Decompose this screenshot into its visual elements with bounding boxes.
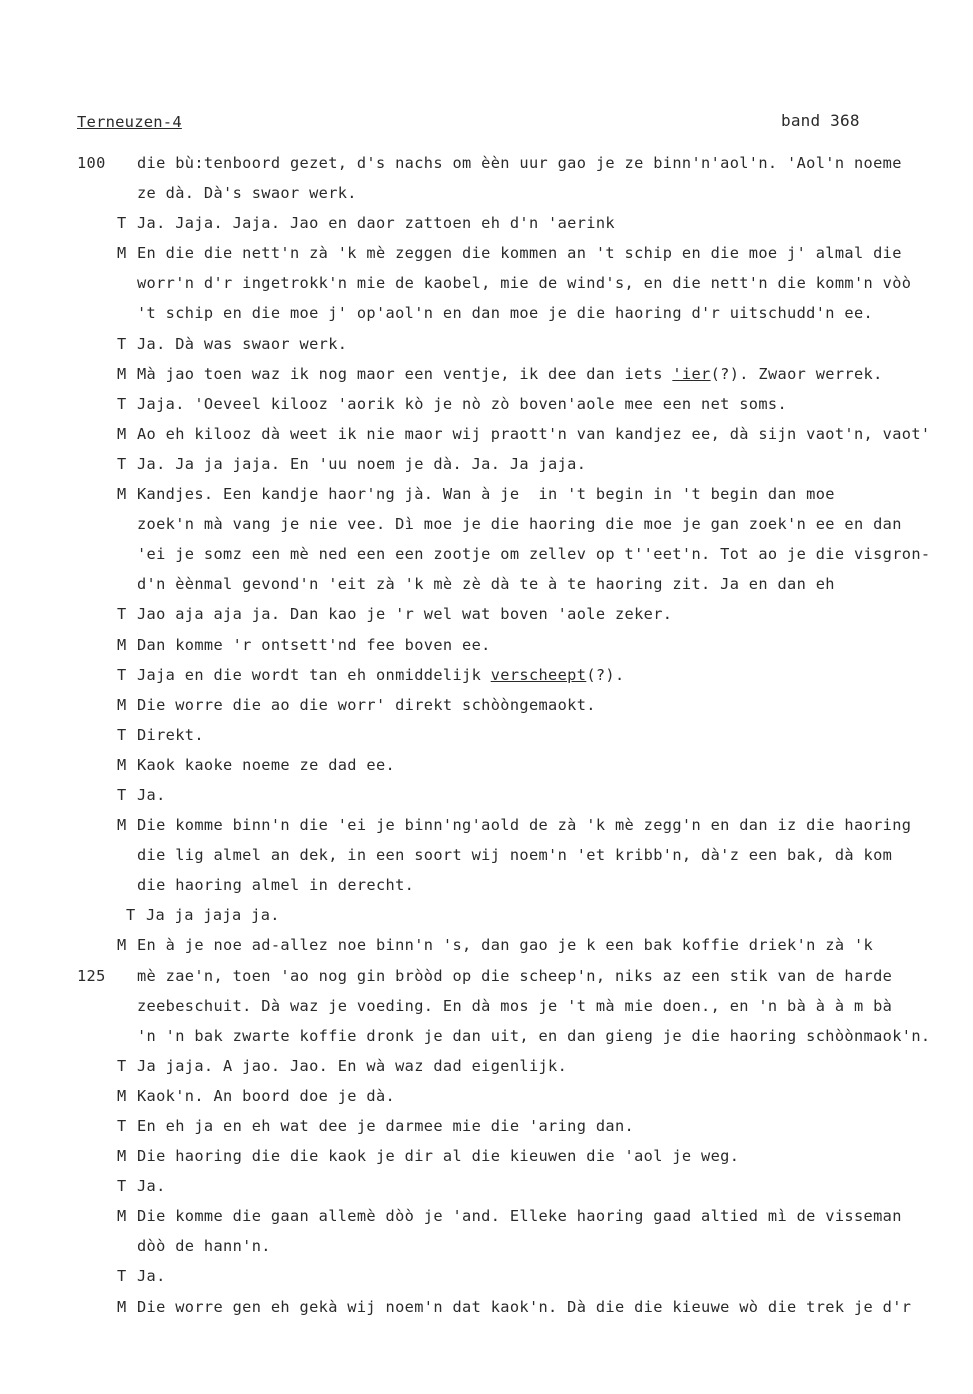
utterance-segment: d'n èènmal gevond'n 'eit zà 'k mè zè dà te à te haoring zit. Ja en dan eh [137,575,835,594]
utterance-text [137,723,204,747]
utterance-text [137,482,835,506]
utterance-segment: Dan komme 'r ontsett'nd fee boven ee. [137,635,491,654]
transcript-line [0,933,973,963]
utterance-segment: Die komme binn'n die 'ei je binn'ng'aold de zà 'k mè zegg'n en dan iz die haoring [137,816,912,835]
utterance-segment: Ja ja jaja ja. [146,906,280,925]
transcript-line [0,843,973,873]
speaker-label: T [117,1177,127,1196]
transcript-line [0,181,973,211]
utterance-segment: Direkt. [137,725,204,744]
transcript-line [0,1144,973,1174]
utterance-segment: Ja. Ja ja jaja. En 'uu noem je dà. Ja. Ja jaja. [137,454,587,473]
utterance-segment: 'ei je somz een mè ned een een zootje om zellev op t''eet'n. Tot ao je die visgron- [137,545,931,564]
speaker-label: M [117,244,127,263]
line-number: 125 [77,966,106,985]
transcript-line [0,1084,973,1114]
speaker-label: M [117,1207,127,1226]
utterance-segment: Ja. Dà was swaor werk. [137,334,348,353]
transcript-line [0,783,973,813]
utterance-segment: zeebeschuit. Dà waz je voeding. En dà mos je 't mà mie doen., en 'n bà à à m bà [137,996,893,1015]
speaker-label: M [117,936,127,955]
utterance-text [137,602,672,626]
utterance-text [137,1054,567,1078]
speaker-label: T [117,785,127,804]
utterance-text [137,633,491,657]
utterance-segment: En die die nett'n zà 'k mè zeggen die kommen an 't schip en die moe j' almal die [137,244,902,263]
utterance-text [137,933,873,957]
utterance-text [137,512,902,536]
speaker-label: T [126,906,136,925]
utterance-text [137,241,902,265]
utterance-segment: die haoring almel in derecht. [137,876,415,895]
speaker-label: M [117,695,127,714]
utterance-text [137,1295,911,1319]
utterance-text [137,1024,930,1048]
transcript-line [0,572,973,602]
utterance-text [137,1144,739,1168]
utterance-text [137,572,835,596]
utterance-segment: Kandjes. Een kandje haor'ng jà. Wan à je in 't begin in 't begin dan moe [137,485,835,504]
speaker-label: T [117,1117,127,1135]
tape-number: band 368 [781,111,860,130]
speaker-label: T [117,334,127,353]
speaker-label: M [117,755,127,774]
utterance-text [137,1264,166,1288]
transcript-line [0,964,973,994]
line-number: 100 [77,154,106,172]
utterance-text [137,362,883,386]
speaker-label: M [117,635,127,654]
utterance-text [137,1234,271,1258]
utterance-text [137,181,357,205]
transcript-line [0,1054,973,1084]
speaker-label: T [117,454,127,473]
utterance-segment: die lig almel an dek, in een soort wij noem'n 'et kribb'n, dà'z een bak, dà kom [137,846,893,865]
utterance-text [137,964,892,988]
utterance-segment: 'n 'n bak zwarte koffie dronk je dan uit, en dan gieng je die haoring schòònmaok'n. [137,1026,931,1045]
speaker-label: M [117,1297,127,1316]
utterance-text [137,1174,166,1198]
speaker-label: T [117,1267,127,1286]
speaker-label: M [117,424,127,443]
utterance-text [137,392,787,416]
transcript-line [0,873,973,903]
transcript-line [0,633,973,663]
utterance-segment: zoek'n mà vang je nie vee. Dì moe je die haoring die moe je gan zoek'n ee en dan [137,515,902,534]
utterance-text [137,271,911,295]
utterance-text [137,1084,395,1108]
transcript-line [0,542,973,572]
utterance-text [137,151,902,175]
transcript-line [0,422,973,452]
transcript-line [0,332,973,362]
transcript-line [0,1295,973,1325]
speaker-label: T [117,605,127,624]
transcript-line [0,693,973,723]
utterance-segment: Mà jao toen waz ik nog maor een ventje, ik dee dan iets [137,364,673,383]
utterance-text [137,873,414,897]
transcript-line [0,1264,973,1294]
utterance-text [137,422,930,446]
utterance-segment: Ja. Jaja. Jaja. Jao en daor zattoen eh d'n 'aerink [137,214,615,233]
utterance-text [137,994,892,1018]
speaker-label: T [117,1056,127,1075]
transcript-line [0,301,973,331]
location-header: Terneuzen-4 [77,113,182,131]
speaker-label: M [117,1086,127,1105]
transcript-line [0,482,973,512]
utterance-text [137,663,625,687]
utterance-segment: Kaok'n. An boord doe je dà. [137,1086,396,1105]
utterance-text [137,753,395,777]
utterance-segment: Die worre die ao die worr' direkt schòòngemaokt. [137,695,596,714]
utterance-text [137,452,586,476]
speaker-label: T [117,394,127,413]
utterance-segment: dòò de hann'n. [137,1237,271,1256]
transcript-line [0,271,973,301]
transcript-line [0,151,973,181]
transcript-line [0,1174,973,1204]
utterance-segment: En eh ja en eh wat dee je darmee mie die 'aring dan. [137,1117,635,1135]
transcript-line [0,1114,973,1144]
utterance-segment: Ja. [137,785,166,804]
utterance-text [137,693,596,717]
utterance-segment: Ja jaja. A jao. Jao. En wà waz dad eigenlijk. [137,1056,568,1075]
utterance-text [137,813,911,837]
utterance-segment: Die haoring die die kaok je dir al die kieuwen die 'aol je weg. [137,1147,740,1166]
transcript-line [0,1024,973,1054]
utterance-segment: worr'n d'r ingetrokk'n mie de kaobel, mie de wind's, en die nett'n die komm'n vòò [137,274,912,293]
utterance-segment: Jao aja aja ja. Dan kao je 'r wel wat boven 'aole zeker. [137,605,673,624]
speaker-label: T [117,665,127,684]
transcript-line [0,813,973,843]
speaker-label: T [117,725,127,744]
utterance-segment: Jaja. 'Oeveel kilooz 'aorik kò je nò zò boven'aole mee een net soms. [137,394,788,413]
uncertain-word: 'ier [672,364,711,383]
utterance-segment: Ja. [137,1267,166,1286]
transcript-line [0,452,973,482]
utterance-text [137,1114,634,1138]
utterance-text [137,1204,902,1228]
transcript-line [0,723,973,753]
transcript-line [0,1204,973,1234]
utterance-text [137,332,347,356]
transcript-line [0,753,973,783]
speaker-label: M [117,816,127,835]
utterance-text [137,211,615,235]
utterance-text [137,783,166,807]
transcript-line [0,392,973,422]
speaker-label: M [117,364,127,383]
speaker-label: M [117,1147,127,1166]
transcript-line [0,362,973,392]
uncertain-word: verscheept [490,665,587,684]
utterance-segment: Die worre gen eh gekà wij noem'n dat kaok'n. Dà die die kieuwe wò die trek je d'r [137,1297,912,1316]
speaker-label: T [117,214,127,233]
transcript-line [0,211,973,241]
utterance-text [137,301,873,325]
utterance-segment: Ao eh kilooz dà weet ik nie maor wij praott'n van kandjez ee, dà sijn vaot'n, vaot' [137,424,931,443]
utterance-segment: ze dà. Dà's swaor werk. [137,184,357,203]
utterance-text [146,903,280,927]
utterance-segment: 't schip en die moe j' op'aol'n en dan moe je die haoring d'r uitschudd'n ee. [137,304,874,323]
utterance-segment: Jaja en die wordt tan eh onmiddelijk [137,665,491,684]
transcript-line [0,602,973,632]
utterance-segment: (?). [586,665,625,684]
utterance-segment: Die komme die gaan allemè dòò je 'and. Elleke haoring gaad altied mì de visseman [137,1207,902,1226]
transcript-line [0,512,973,542]
transcript-line [0,994,973,1024]
utterance-text [137,843,892,867]
utterance-segment: Kaok kaoke noeme ze dad ee. [137,755,396,774]
transcript-line [0,1234,973,1264]
transcript-lines [0,151,973,1325]
utterance-text [137,542,930,566]
utterance-segment: (?). Zwaor werrek. [710,364,883,383]
utterance-segment: En à je noe ad-allez noe binn'n 's, dan gao je k een bak koffie driek'n zà 'k [137,936,874,955]
utterance-segment: Ja. [137,1177,166,1196]
utterance-segment: mè zae'n, toen 'ao nog gin bròòd op die scheep'n, niks az een stik van de harde [137,966,893,985]
transcript-line [0,241,973,271]
transcript-line [0,903,973,933]
speaker-label: M [117,485,127,504]
utterance-segment: die bù:tenboord gezet, d's nachs om èèn uur gao je ze binn'n'aol'n. 'Aol'n noeme [137,154,902,172]
transcript-line [0,663,973,693]
